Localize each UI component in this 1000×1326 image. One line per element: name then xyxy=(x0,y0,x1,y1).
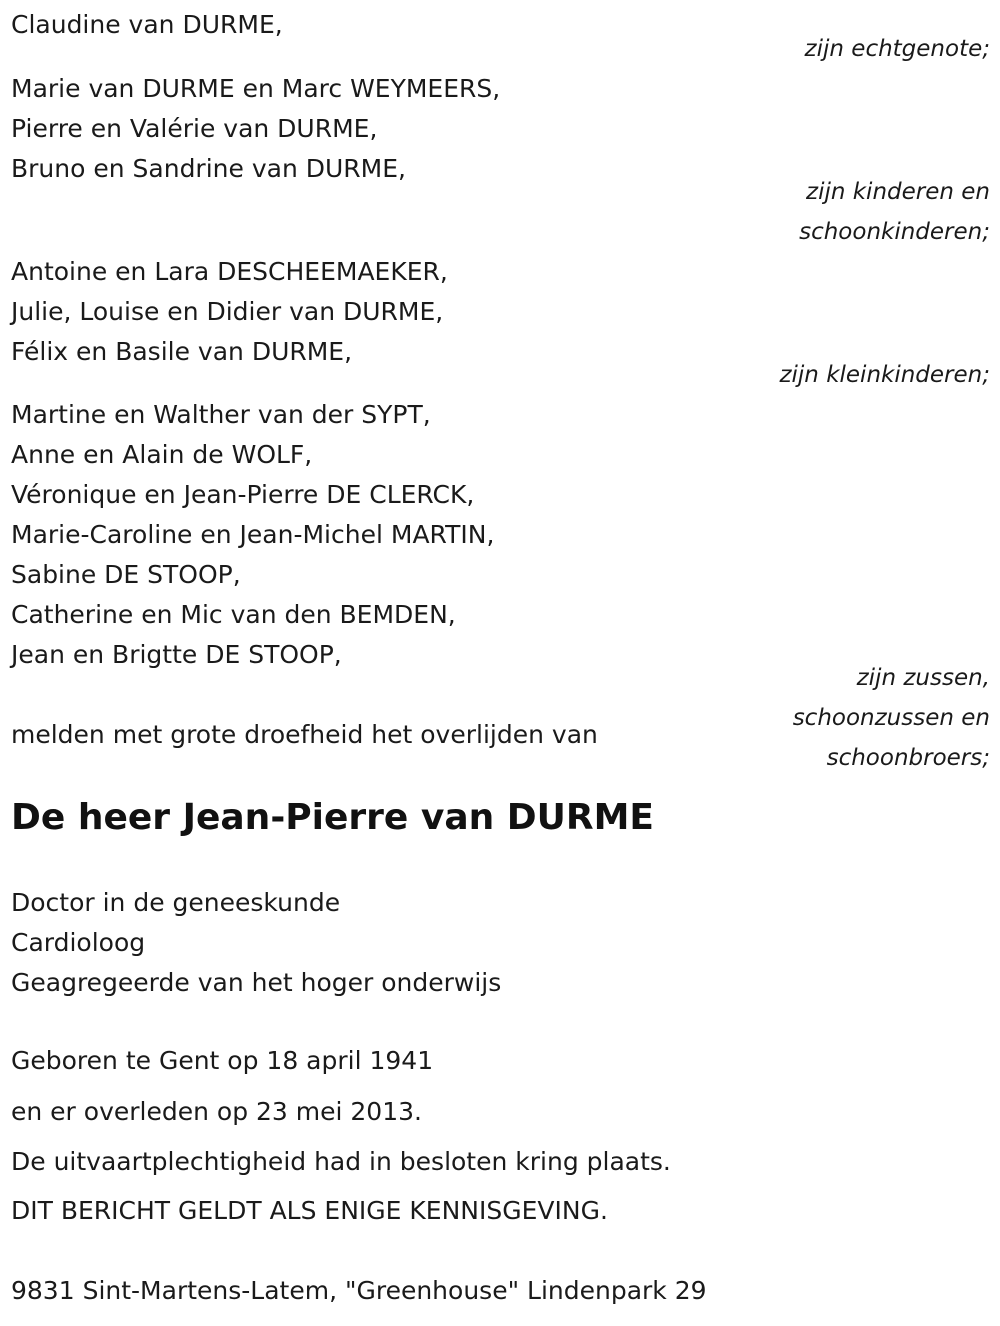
siblings-role: schoonzussen en xyxy=(792,705,990,731)
child-line: Pierre en Valérie van DURME, xyxy=(11,114,378,143)
sibling-line: Marie-Caroline en Jean-Michel MARTIN, xyxy=(11,520,495,549)
announcement-text: melden met grote droefheid het overlijden van xyxy=(11,720,598,749)
child-line: Marie van DURME en Marc WEYMEERS, xyxy=(11,74,501,103)
children-role: schoonkinderen; xyxy=(799,219,990,245)
spouse-name: Claudine van DURME, xyxy=(11,10,283,39)
address-line: 9831 Sint-Martens-Latem, "Greenhouse" Lindenpark 29 xyxy=(11,1276,707,1305)
sibling-line: Martine en Walther van der SYPT, xyxy=(11,400,431,429)
siblings-role: schoonbroers; xyxy=(826,745,990,771)
spouse-role: zijn echtgenote; xyxy=(804,36,990,62)
title-line: Geagregeerde van het hoger onderwijs xyxy=(11,968,502,997)
grandchildren-role: zijn kleinkinderen; xyxy=(779,362,990,388)
sibling-line: Sabine DE STOOP, xyxy=(11,560,241,589)
title-line: Doctor in de geneeskunde xyxy=(11,888,341,917)
child-line: Bruno en Sandrine van DURME, xyxy=(11,154,406,183)
sibling-line: Anne en Alain de WOLF, xyxy=(11,440,313,469)
children-role: zijn kinderen en xyxy=(806,179,990,205)
sibling-line: Véronique en Jean-Pierre DE CLERCK, xyxy=(11,480,475,509)
birth-line: Geboren te Gent op 18 april 1941 xyxy=(11,1046,434,1075)
grandchild-line: Félix en Basile van DURME, xyxy=(11,337,353,366)
title-line: Cardioloog xyxy=(11,928,146,957)
death-line: en er overleden op 23 mei 2013. xyxy=(11,1097,422,1126)
grandchild-line: Julie, Louise en Didier van DURME, xyxy=(11,297,444,326)
funeral-line: De uitvaartplechtigheid had in besloten kring plaats. xyxy=(11,1147,671,1176)
sibling-line: Catherine en Mic van den BEMDEN, xyxy=(11,600,456,629)
sibling-line: Jean en Brigtte DE STOOP, xyxy=(11,640,342,669)
grandchild-line: Antoine en Lara DESCHEEMAEKER, xyxy=(11,257,448,286)
notice-line: DIT BERICHT GELDT ALS ENIGE KENNISGEVING. xyxy=(11,1196,608,1225)
siblings-role: zijn zussen, xyxy=(856,665,990,691)
deceased-name: De heer Jean-Pierre van DURME xyxy=(11,797,655,838)
